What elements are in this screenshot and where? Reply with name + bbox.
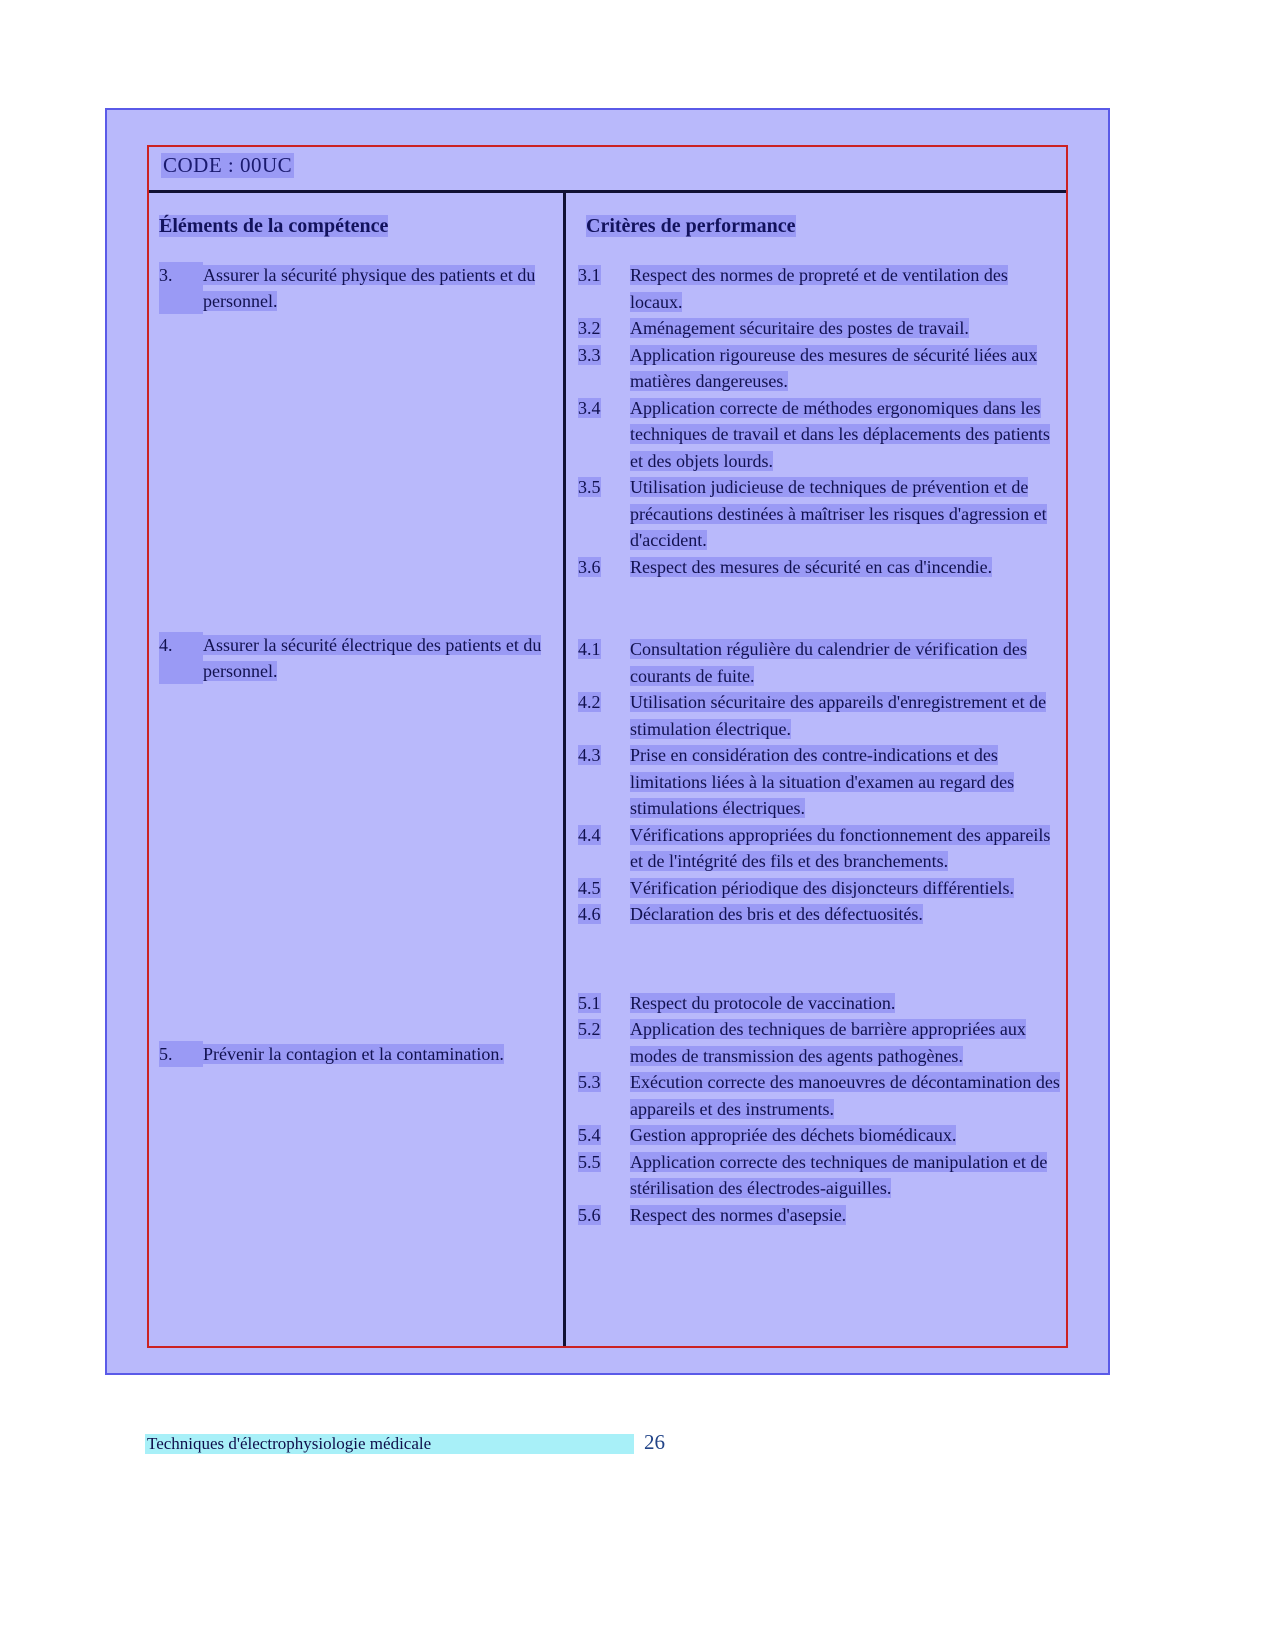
competency-table xyxy=(149,193,1066,1346)
column-header-elements-text: Éléments de la compétence xyxy=(159,215,389,237)
criterion-number: 4.5 xyxy=(578,877,601,898)
column-header-criteria xyxy=(578,193,1066,238)
criterion-row xyxy=(578,1122,1066,1149)
criterion-number: 5.2 xyxy=(578,1019,601,1039)
criterion-number: 5.1 xyxy=(578,992,601,1013)
criterion-number: 3.6 xyxy=(578,556,601,577)
criterion-row xyxy=(578,554,1066,581)
document-frame xyxy=(147,145,1068,1348)
criterion-row xyxy=(578,1202,1066,1229)
element-text-value: Assurer la sécurité électrique des patients et du personnel. xyxy=(203,635,542,681)
criterion-text: Utilisation sécuritaire des appareils d'enregistrement et de stimulation électrique. xyxy=(630,692,1047,739)
criterion-text: Respect des normes de propreté et de ventilation des locaux. xyxy=(630,265,1008,312)
criterion-row xyxy=(578,822,1066,875)
criterion-number: 5.6 xyxy=(578,1204,601,1225)
criterion-text: Gestion appropriée des déchets biomédicaux. xyxy=(630,1125,957,1145)
criterion-number: 4.4 xyxy=(578,824,601,845)
criterion-row xyxy=(578,990,1066,1017)
page-footer xyxy=(145,1430,665,1455)
group-spacer xyxy=(578,928,1066,990)
element-text-value: Prévenir la contagion et la contamination. xyxy=(203,1044,504,1064)
element-row xyxy=(159,262,555,314)
criteria-group-3 xyxy=(578,990,1066,1229)
criterion-row xyxy=(578,1149,1066,1202)
criteria-group-1 xyxy=(578,262,1066,580)
criterion-text: Utilisation judicieuse de techniques de prévention et de précautions destinées à maîtriser les risques d'agression et d'accident. xyxy=(630,477,1047,550)
criterion-text: Déclaration des bris et des défectuosités. xyxy=(630,904,923,924)
criterion-text: Exécution correcte des manoeuvres de décontamination des appareils et des instruments. xyxy=(630,1072,1060,1119)
criterion-number: 5.4 xyxy=(578,1125,601,1145)
criterion-number: 3.2 xyxy=(578,318,601,338)
element-row xyxy=(159,632,555,684)
criterion-row xyxy=(578,689,1066,742)
criterion-number: 5.3 xyxy=(578,1072,601,1092)
column-criteria xyxy=(566,193,1066,1346)
criterion-number: 4.3 xyxy=(578,745,601,765)
criterion-text: Aménagement sécuritaire des postes de travail. xyxy=(630,318,969,338)
element-number: 3. xyxy=(159,262,203,314)
criterion-number: 3.5 xyxy=(578,477,601,497)
code-bar xyxy=(149,147,1066,193)
element-group-1 xyxy=(149,262,563,314)
criterion-number: 4.1 xyxy=(578,639,601,659)
criterion-text: Consultation régulière du calendrier de vérification des courants de fuite. xyxy=(630,639,1027,686)
criteria-group-2 xyxy=(578,636,1066,928)
competency-code: CODE : 00UC xyxy=(163,153,293,177)
criterion-number: 4.6 xyxy=(578,904,601,924)
criterion-text: Respect du protocole de vaccination. xyxy=(630,992,896,1013)
criterion-number: 5.5 xyxy=(578,1151,601,1172)
criterion-text: Application correcte de méthodes ergonomiques dans les techniques de travail et dans les déplacements des patients et des objets lourds. xyxy=(630,397,1050,471)
column-header-elements xyxy=(149,193,563,238)
column-header-criteria-text: Critères de performance xyxy=(586,215,796,237)
criterion-row xyxy=(578,315,1066,342)
criterion-row xyxy=(578,901,1066,928)
criterion-row xyxy=(578,636,1066,689)
criterion-row xyxy=(578,1016,1066,1069)
element-text xyxy=(203,1041,555,1067)
criterion-text: Prise en considération des contre-indications et des limitations liées à la situation d'examen au regard des stimulations électriques. xyxy=(630,745,1015,818)
element-row xyxy=(159,1041,555,1067)
element-text xyxy=(203,632,555,684)
criterion-text: Application correcte des techniques de manipulation et de stérilisation des électrodes-aiguilles. xyxy=(630,1151,1048,1198)
element-group-2 xyxy=(149,632,563,684)
element-number: 5. xyxy=(159,1041,203,1067)
column-elements xyxy=(149,193,566,1346)
criterion-number: 3.3 xyxy=(578,344,601,365)
criterion-number: 4.2 xyxy=(578,692,601,712)
element-group-3 xyxy=(149,1041,563,1067)
criterion-text: Application rigoureuse des mesures de sécurité liées aux matières dangereuses. xyxy=(630,344,1038,391)
element-text-value: Assurer la sécurité physique des patients et du personnel. xyxy=(203,265,536,311)
criterion-row xyxy=(578,742,1066,822)
criterion-row xyxy=(578,342,1066,395)
page-number: 26 xyxy=(644,1430,665,1454)
criterion-text: Vérification périodique des disjoncteurs différentiels. xyxy=(630,877,1015,898)
criterion-text: Vérifications appropriées du fonctionnement des appareils et de l'intégrité des fils et des branchements. xyxy=(630,824,1051,871)
criterion-number: 3.4 xyxy=(578,397,601,418)
criterion-row xyxy=(578,395,1066,475)
document-page xyxy=(105,108,1110,1375)
criterion-row xyxy=(578,1069,1066,1122)
criterion-text: Application des techniques de barrière appropriées aux modes de transmission des agents pathogènes. xyxy=(630,1019,1026,1066)
criterion-row xyxy=(578,875,1066,902)
footer-spacer xyxy=(433,1434,634,1454)
footer-title: Techniques d'électrophysiologie médicale xyxy=(147,1434,432,1453)
criterion-row xyxy=(578,474,1066,554)
criterion-number: 3.1 xyxy=(578,265,601,285)
criterion-text: Respect des normes d'asepsie. xyxy=(630,1204,847,1225)
criterion-text: Respect des mesures de sécurité en cas d'incendie. xyxy=(630,556,993,577)
element-number: 4. xyxy=(159,632,203,684)
criterion-row xyxy=(578,262,1066,315)
element-text xyxy=(203,262,555,314)
group-spacer xyxy=(578,580,1066,636)
